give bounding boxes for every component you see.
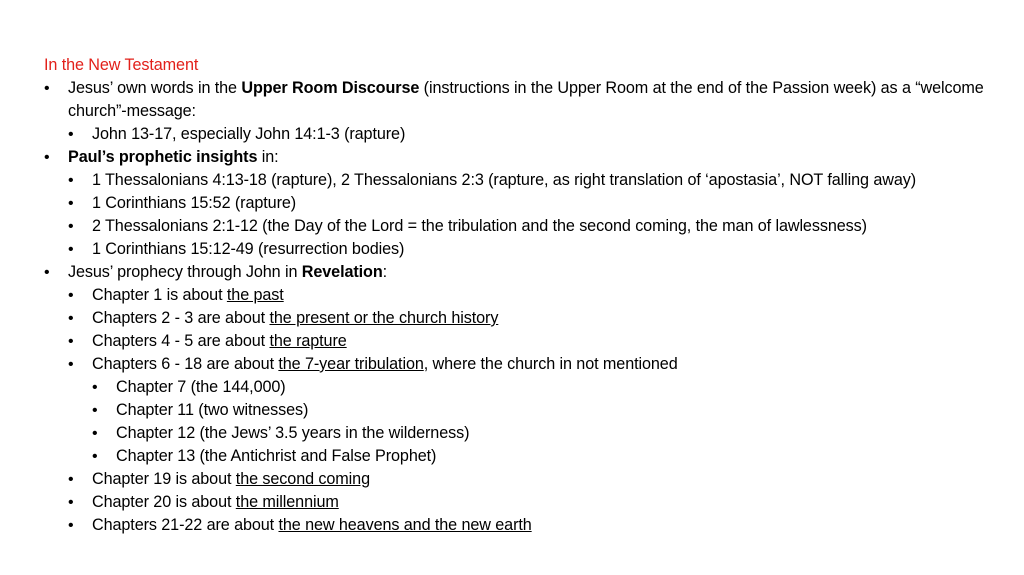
sub-bullet-paul	[44, 169, 1019, 192]
bullet-text: 1 Thessalonians 4:13-18 (rapture), 2 Thessalonians 2:3 (rapture, as right translation of ‘apostasia’, NOT falling away)	[92, 171, 917, 189]
bullet-text: Chapters 6 - 18 are about	[92, 355, 279, 373]
underlined-text: the second coming	[235, 470, 370, 488]
underlined-text: the new heavens and the new earth	[278, 516, 532, 534]
bullet-text: Chapters 2 - 3 are about	[92, 309, 270, 327]
bullet-icon: •	[68, 218, 74, 235]
bold-text: Revelation	[301, 263, 383, 281]
bullet-text: Chapters 4 - 5 are about	[92, 332, 270, 350]
bullet-icon: •	[68, 494, 74, 511]
bullet-icon: •	[92, 448, 98, 465]
bullet-text: Jesus’ prophecy through John in	[68, 263, 302, 281]
bullet-text: (instructions in the Upper Room at the end of the Passion week) as a “welcome church”-message:	[68, 79, 984, 120]
bullet-icon: •	[44, 264, 50, 281]
bullet-revelation	[44, 261, 1019, 284]
sub-bullet-john	[44, 123, 1019, 146]
bullet-icon: •	[68, 172, 74, 189]
bullet-text: Chapter 7 (the 144,000)	[116, 378, 286, 396]
bullet-text: Chapter 13 (the Antichrist and False Prophet)	[116, 447, 437, 465]
bullet-icon: •	[92, 379, 98, 396]
bullet-icon: •	[44, 149, 50, 166]
bullet-icon: •	[68, 333, 74, 350]
bullet-icon: •	[92, 425, 98, 442]
bold-text: Upper Room Discourse	[241, 79, 420, 97]
sub-bullet-paul	[44, 238, 1019, 261]
bullet-icon: •	[68, 287, 74, 304]
bullet-text: Chapter 12 (the Jews’ 3.5 years in the wilderness)	[116, 424, 470, 442]
slide-heading: In the New Testament	[44, 56, 199, 74]
sub-bullet-chapter	[44, 284, 1019, 307]
bullet-text: 1 Corinthians 15:52 (rapture)	[92, 194, 297, 212]
underlined-text: the present or the church history	[269, 309, 499, 327]
sub-sub-bullet-chapter	[44, 399, 1019, 422]
bullet-icon: •	[68, 195, 74, 212]
sub-bullet-chapter	[44, 307, 1019, 330]
bullet-icon: •	[68, 471, 74, 488]
underlined-text: the 7-year tribulation	[278, 355, 424, 373]
bullet-text: Chapter 11 (two witnesses)	[116, 401, 309, 419]
bullet-text: in:	[257, 148, 279, 166]
underlined-text: the millennium	[235, 493, 339, 511]
sub-sub-bullet-chapter	[44, 422, 1019, 445]
bullet-icon: •	[68, 517, 74, 534]
sub-bullet-chapter	[44, 491, 1019, 514]
sub-sub-bullet-chapter	[44, 445, 1019, 468]
sub-bullet-chapter	[44, 514, 1019, 537]
bullet-icon: •	[68, 241, 74, 258]
bullet-paul	[44, 146, 1019, 169]
sub-bullet-chapter	[44, 353, 1019, 376]
bullet-text: 2 Thessalonians 2:1-12 (the Day of the Lord = the tribulation and the second coming, the man of lawlessness)	[92, 217, 867, 235]
bullet-text: Chapter 19 is about	[92, 470, 236, 488]
bullet-icon: •	[68, 126, 74, 143]
bullet-icon: •	[44, 80, 50, 97]
underlined-text: the rapture	[269, 332, 347, 350]
bullet-text: Chapter 1 is about	[92, 286, 227, 304]
bullet-text: :	[382, 263, 388, 281]
bullet-icon: •	[68, 356, 74, 373]
sub-sub-bullet-chapter	[44, 376, 1019, 399]
underlined-text: the past	[226, 286, 284, 304]
bullet-text: 1 Corinthians 15:12-49 (resurrection bodies)	[92, 240, 405, 258]
bullet-icon: •	[68, 310, 74, 327]
bullet-text: Chapters 21-22 are about	[92, 516, 279, 534]
sub-bullet-chapter	[44, 468, 1019, 491]
bullet-text: Chapter 20 is about	[92, 493, 236, 511]
bullet-icon: •	[92, 402, 98, 419]
sub-bullet-paul	[44, 192, 1019, 215]
bullet-text: Jesus’ own words in the	[68, 79, 242, 97]
slide-body	[44, 54, 1019, 537]
sub-bullet-chapter	[44, 330, 1019, 353]
bold-text: Paul’s prophetic insights	[68, 148, 258, 166]
sub-bullet-paul	[44, 215, 1019, 238]
bullet-text: , where the church in not mentioned	[423, 355, 678, 373]
bullet-text: John 13-17, especially John 14:1-3 (rapture)	[92, 125, 406, 143]
bullet-upper-room	[44, 77, 1019, 123]
